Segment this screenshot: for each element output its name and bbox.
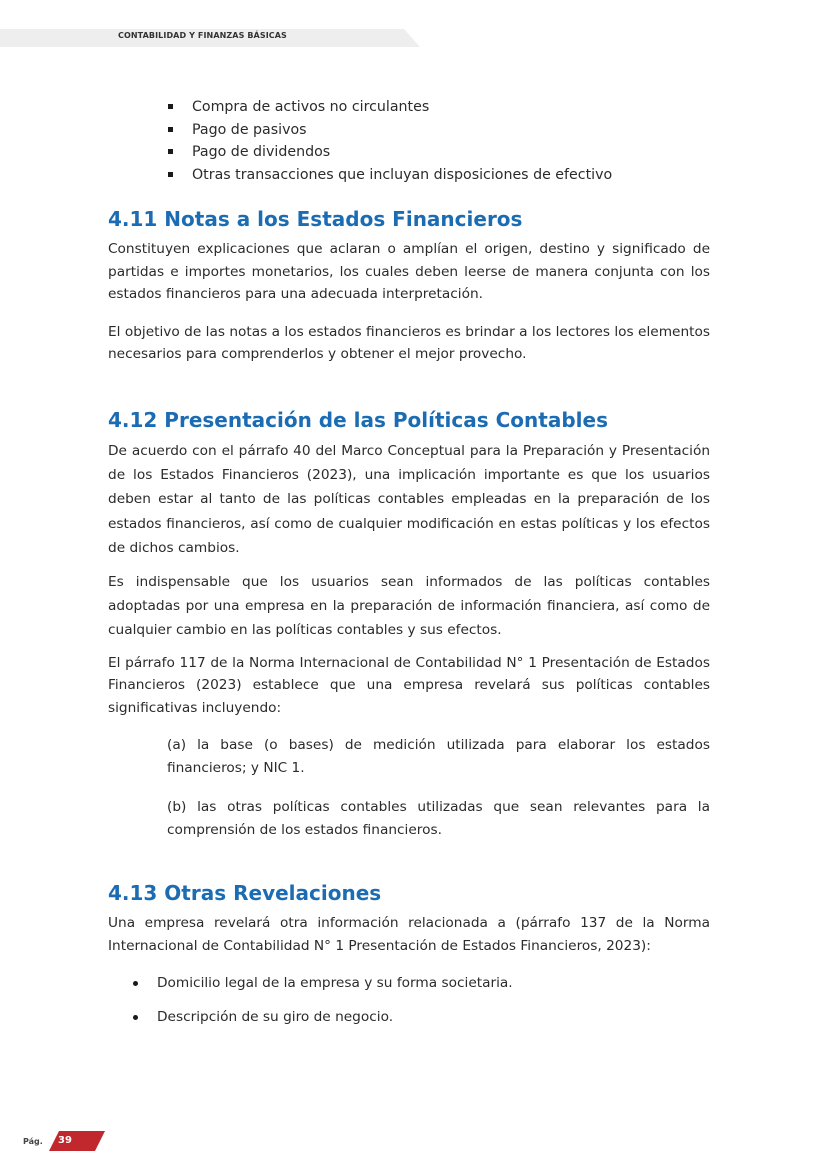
running-header: CONTABILIDAD Y FINANZAS BÁSICAS	[118, 31, 287, 40]
page-number: 39	[58, 1135, 72, 1146]
paragraph: Una empresa revelará otra información relacionada a (párrafo 137 de la Norma Internacional de Contabilidad N° 1 Presentación de Estados Financieros, 2023):	[108, 915, 710, 954]
list-item: Pago de dividendos	[164, 141, 710, 164]
paragraph: El párrafo 117 de la Norma Internacional de Contabilidad N° 1 Presentación de Estados Financieros (2023) establece que una empresa revelará sus políticas contables significativas incluyendo:	[108, 654, 710, 716]
paragraph: Es indispensable que los usuarios sean informados de las políticas contables adoptadas por una empresa en la preparación de información financiera, así como de cualquier cambio en las políticas contables y sus efectos.	[108, 573, 710, 639]
list-item-b: (b) las otras políticas contables utilizadas que sean relevantes para la comprensión de los estados financieros.	[167, 799, 710, 838]
list-item: Otras transacciones que incluyan disposiciones de efectivo	[164, 164, 710, 187]
page-label: Pág.	[23, 1137, 43, 1146]
intro-bullet-list	[164, 96, 710, 186]
disclosure-bullet-list	[108, 972, 710, 1028]
list-item: Domicilio legal de la empresa y su forma societaria.	[130, 972, 710, 995]
list-item: Pago de pasivos	[164, 119, 710, 142]
paragraph: De acuerdo con el párrafo 40 del Marco Conceptual para la Preparación y Presentación de los Estados Financieros (2023), una implicación importante es que los usuarios deben estar al tanto de las políticas contables empleadas en la preparación de los estados financieros, así como de cualquier modificación en estas políticas y los efectos de dichos cambios.	[108, 442, 710, 557]
list-item: Descripción de su giro de negocio.	[130, 1006, 710, 1029]
paragraph: El objetivo de las notas a los estados financieros es brindar a los lectores los elementos necesarios para comprenderlos y obtener el mejor provecho.	[108, 323, 710, 362]
list-item: Compra de activos no circulantes	[164, 96, 710, 119]
section-heading-4-12: 4.12 Presentación de las Políticas Contables	[108, 407, 608, 432]
paragraph: Constituyen explicaciones que aclaran o amplían el origen, destino y significado de partidas e importes monetarios, los cuales deben leerse de manera conjunta con los estados financieros para una adecuada interpretación.	[108, 241, 710, 302]
section-heading-4-11: 4.11 Notas a los Estados Financieros	[108, 207, 523, 231]
section-heading-4-13: 4.13 Otras Revelaciones	[108, 881, 382, 906]
page-content	[108, 96, 710, 1028]
list-item-a: (a) la base (o bases) de medición utilizada para elaborar los estados financieros; y NIC 1.	[167, 737, 710, 776]
